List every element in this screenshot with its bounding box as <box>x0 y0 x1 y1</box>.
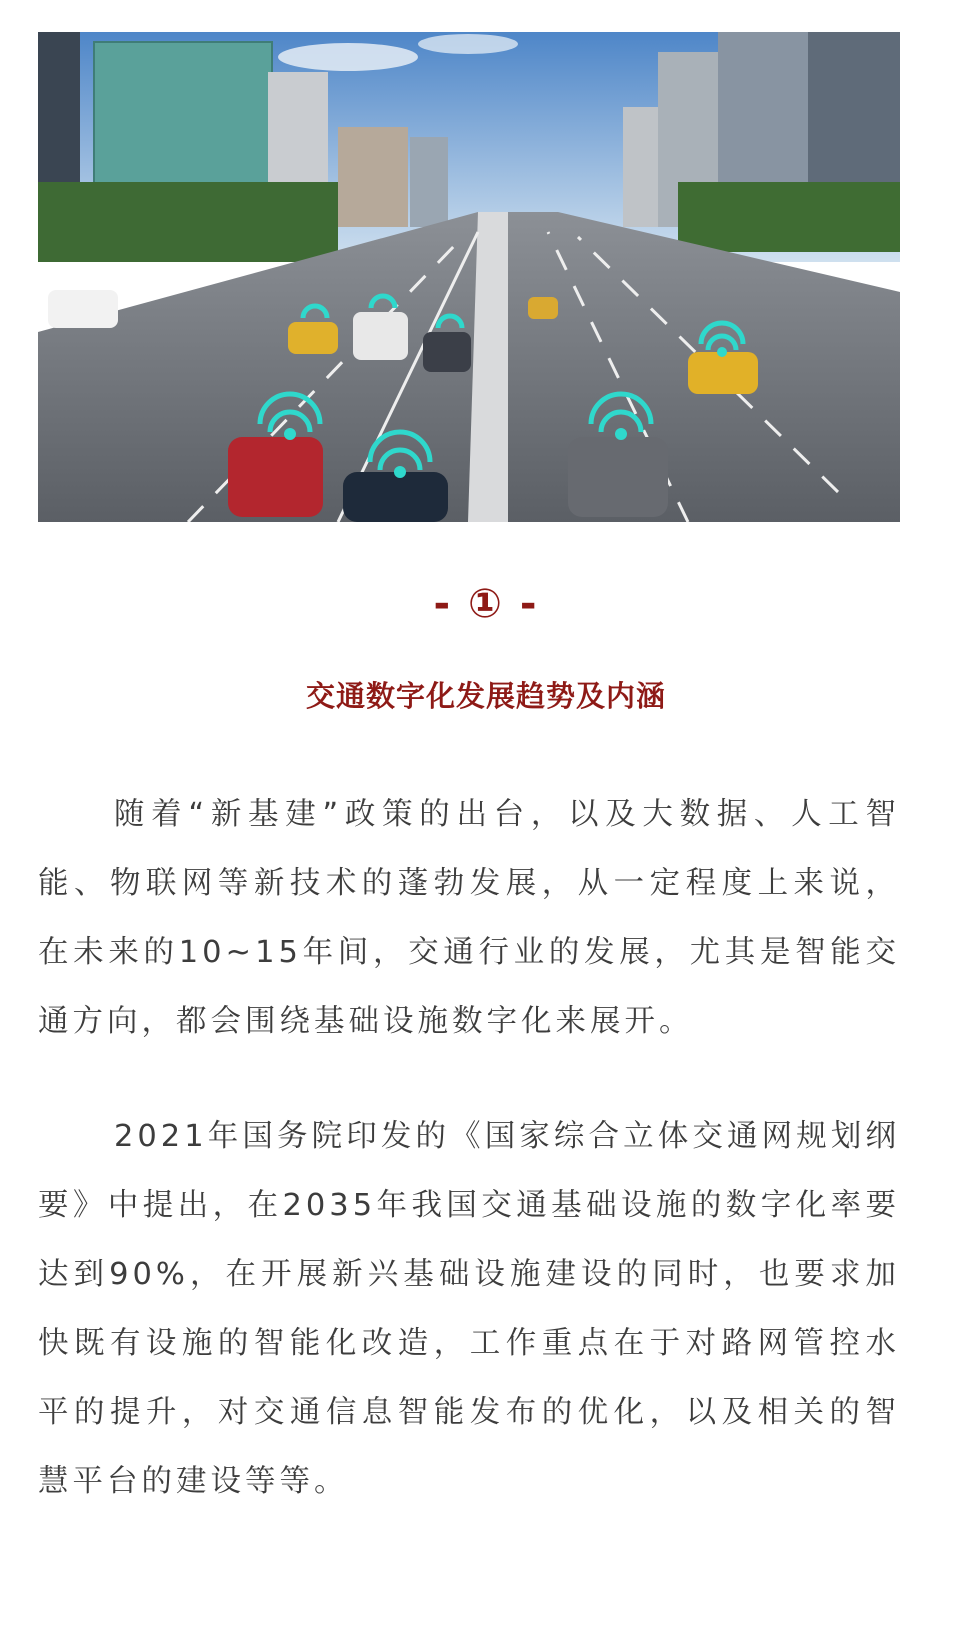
section-title: 交通数字化发展趋势及内涵 <box>305 679 666 713</box>
hero-image <box>38 32 900 522</box>
article-paragraph-2: 2021年国务院印发的《国家综合立体交通网规划纲要》中提出，在2035年我国交通基础设施的数字化率要达到90%，在开展新兴基础设施建设的同时，也要求加快既有设施的智能化改造，工作重点在于对路网管控水平的提升，对交通信息智能发布的优化，以及相关的智慧平台的建设等等。 <box>38 1119 900 1499</box>
article-paragraph-1: 随着“新基建”政策的出台，以及大数据、人工智能、物联网等新技术的蓬勃发展，从一定程度上来说，在未来的10~15年间，交通行业的发展，尤其是智能交通方向，都会围绕基础设施数字化来展开。 <box>38 797 900 1039</box>
section-number-marker: - ① - <box>433 581 539 627</box>
